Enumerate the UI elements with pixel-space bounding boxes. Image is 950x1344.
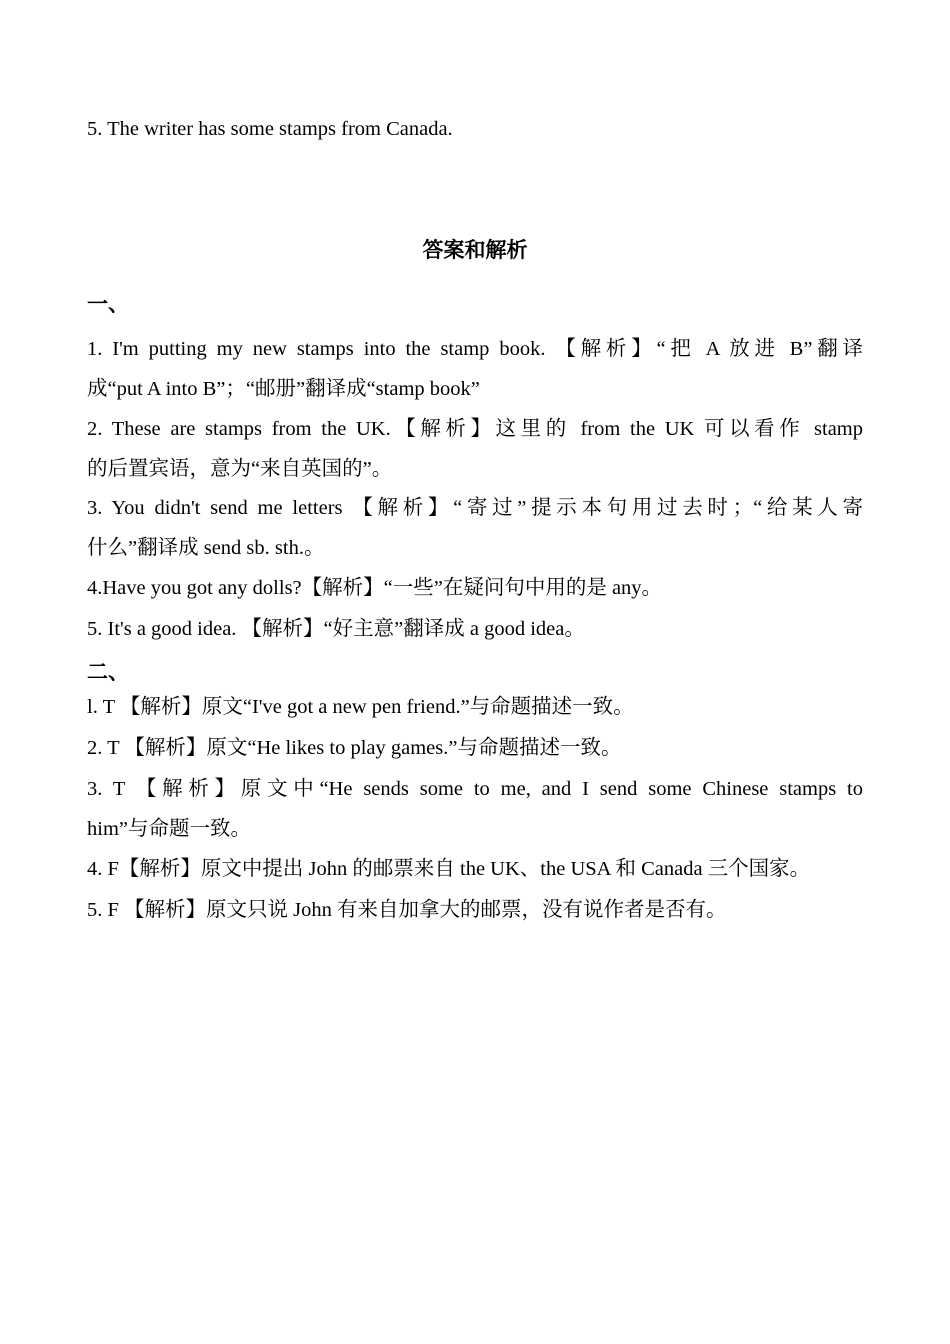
section1-item-4: 4.Have you got any dolls?【解析】“一些”在疑问句中用的是 any。 [87, 577, 663, 599]
section-one-label: 一、 [87, 292, 129, 316]
section2-item-3-line1: 3. T 【解析】原文中“He sends some to me, and I send some Chinese stamps to [87, 778, 863, 800]
section1-item-2-line1: 2. These are stamps from the UK.【解析】这里的 from the UK 可以看作 stamp [87, 418, 863, 440]
section1-item-1-line1: 1. I'm putting my new stamps into the stamp book. 【解析】“把 A 放进 B”翻译 [87, 338, 863, 360]
section2-item-5: 5. F 【解析】原文只说 John 有来自加拿大的邮票，没有说作者是否有。 [87, 899, 727, 921]
section1-item-2-line2: 的后置宾语，意为“来自英国的”。 [87, 458, 393, 480]
section1-item-3-line2: 什么”翻译成 send sb. sth.。 [87, 537, 325, 559]
section-two-label: 二、 [87, 660, 129, 684]
section1-item-3-line1: 3. You didn't send me letters 【解析】“寄过”提示本句用过去时；“给某人寄 [87, 497, 863, 519]
intro-item-5: 5. The writer has some stamps from Canada. [87, 118, 453, 140]
section2-item-4: 4. F【解析】原文中提出 John 的邮票来自 the UK、the USA 和 Canada 三个国家。 [87, 858, 811, 880]
section2-item-3-line2: him”与命题一致。 [87, 818, 251, 840]
answer-section-title: 答案和解析 [422, 238, 528, 262]
section1-item-1-line2: 成“put A into B”；“邮册”翻译成“stamp book” [87, 378, 480, 400]
section1-item-5: 5. It's a good idea. 【解析】“好主意”翻译成 a good idea。 [87, 618, 585, 640]
section2-item-1: l. T 【解析】原文“I've got a new pen friend.”与命题描述一致。 [87, 696, 634, 718]
section2-item-2: 2. T 【解析】原文“He likes to play games.”与命题描述一致。 [87, 737, 622, 759]
